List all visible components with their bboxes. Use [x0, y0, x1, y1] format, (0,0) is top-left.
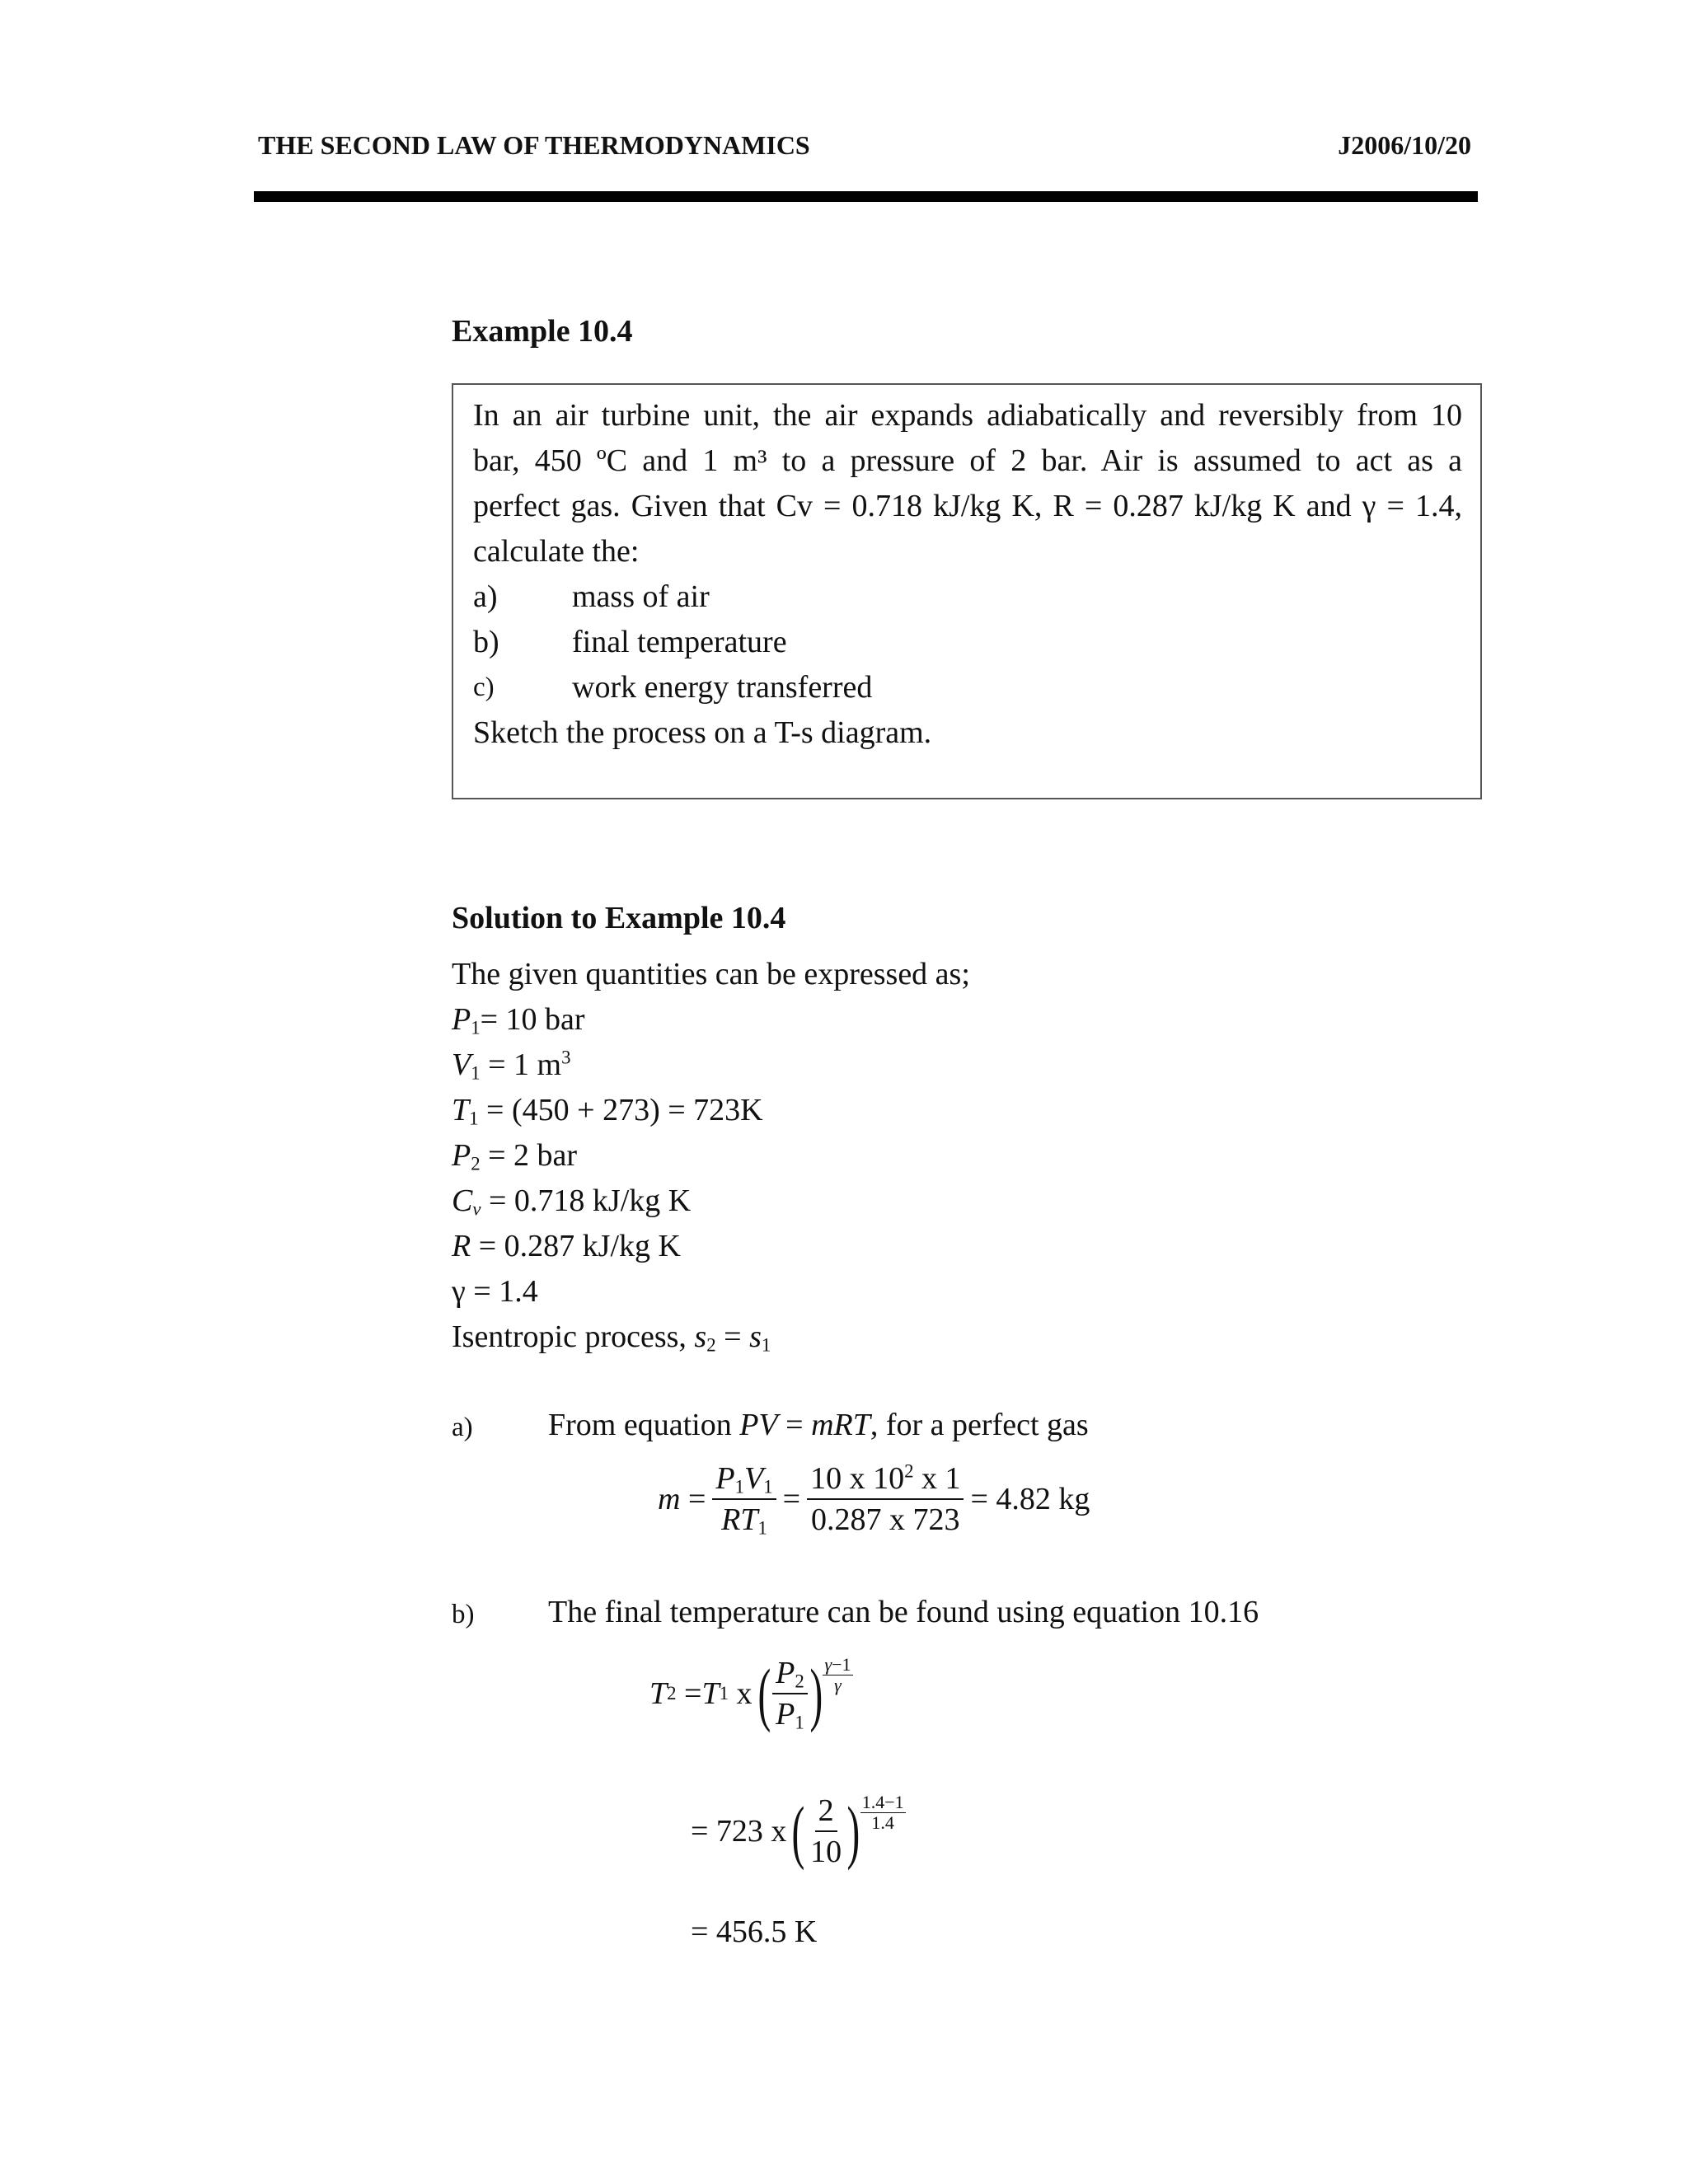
example-item-text: final temperature	[572, 625, 787, 659]
given-cv: $C_v = 0.718$ kJ/kg K	[452, 1183, 692, 1220]
example-item-a	[473, 574, 1462, 620]
header-rule	[254, 191, 1478, 202]
given-r: R = 0.287 kJ/kg K	[452, 1229, 681, 1263]
example-line-2: bar, 450 ºC and 1 m³ to a pressure of 2 bar. Air is assumed to act as a	[473, 443, 1462, 478]
example-item-b	[473, 620, 1462, 665]
solution-heading: Solution to Example 10.4	[452, 901, 786, 935]
part-a-label: a)	[452, 1413, 473, 1442]
example-item-label: a)	[473, 579, 498, 614]
part-b-label: b)	[452, 1600, 475, 1629]
given-gamma: γ = 1.4	[452, 1274, 538, 1309]
example-line-1: In an air turbine unit, the air expands adiabatically and reversibly from 10	[473, 398, 1462, 433]
mass-fraction-symbolic: $\frac{P_1V_1}{RT_1}$	[712, 1460, 776, 1538]
example-text	[473, 393, 1462, 756]
pressure-ratio: $\frac{P_2}{P_1}$	[772, 1655, 808, 1732]
example-item-c	[473, 665, 1462, 710]
example-heading: Example 10.4	[452, 314, 633, 349]
mass-fraction-numeric: $\frac{10 x 10^2 x 1}{0.287 x 723}$	[807, 1460, 964, 1538]
temperature-equation: T 2 = T 1 x ( $\frac{P_2}{P_1}$ ) $\frac{\gamma-1}{\gamma}$	[649, 1654, 851, 1733]
temperature-result: = 456.5 K	[691, 1915, 818, 1949]
numeric-exponent: $\frac{1.4-1}{1.4}$	[861, 1792, 904, 1833]
given-p2: $P_2 = 2$ bar	[452, 1138, 578, 1174]
part-a-text: From equation PV = mRT, for a perfect gas	[548, 1408, 1089, 1442]
running-header-code: J2006/10/20	[1338, 130, 1471, 160]
temperature-substitution: = 723 x ( $\frac{2}{10}$ ) $\frac{1.4-1}{1.4}$	[691, 1792, 904, 1871]
gamma-exponent: $\frac{\gamma-1}{\gamma}$	[824, 1654, 851, 1695]
example-closing: Sketch the process on a T-s diagram.	[473, 715, 932, 750]
example-item-label: b)	[473, 625, 499, 659]
given-t1: $T_1 = (450 + 273) = 723K$	[452, 1093, 763, 1129]
given-v1: $V_1 = 1$ $m^3$	[452, 1047, 571, 1084]
example-line-3: perfect gas. Given that Cv = 0.718 kJ/kg K, R = 0.287 kJ/kg K and γ = 1.4,	[473, 489, 1462, 523]
given-p1: $P_1= 10$ bar	[452, 1002, 585, 1038]
example-box	[452, 383, 1482, 799]
part-b-text: The final temperature can be found using equation 10.16	[548, 1595, 1259, 1629]
mass-result: = 4.82 kg	[970, 1482, 1090, 1516]
example-item-text: work energy transferred	[572, 670, 873, 705]
given-isentropic: Isentropic process, $s_2 = s_1$	[452, 1319, 771, 1356]
example-item-label: c)	[473, 673, 495, 702]
givens-intro: The given quantities can be expressed as;	[452, 957, 970, 991]
example-line-4: calculate the:	[473, 534, 640, 569]
example-item-text: mass of air	[572, 579, 710, 614]
givens-block	[452, 952, 970, 1360]
mass-equation: m = $\frac{P_1V_1}{RT_1}$ = $\frac{10 x 10^2 x 1}{0.287 x 723}$ = 4.82 kg	[658, 1460, 1090, 1539]
running-header-title: THE SECOND LAW OF THERMODYNAMICS	[258, 130, 810, 160]
numeric-pressure-ratio: $\frac{2}{10}$	[810, 1793, 842, 1869]
